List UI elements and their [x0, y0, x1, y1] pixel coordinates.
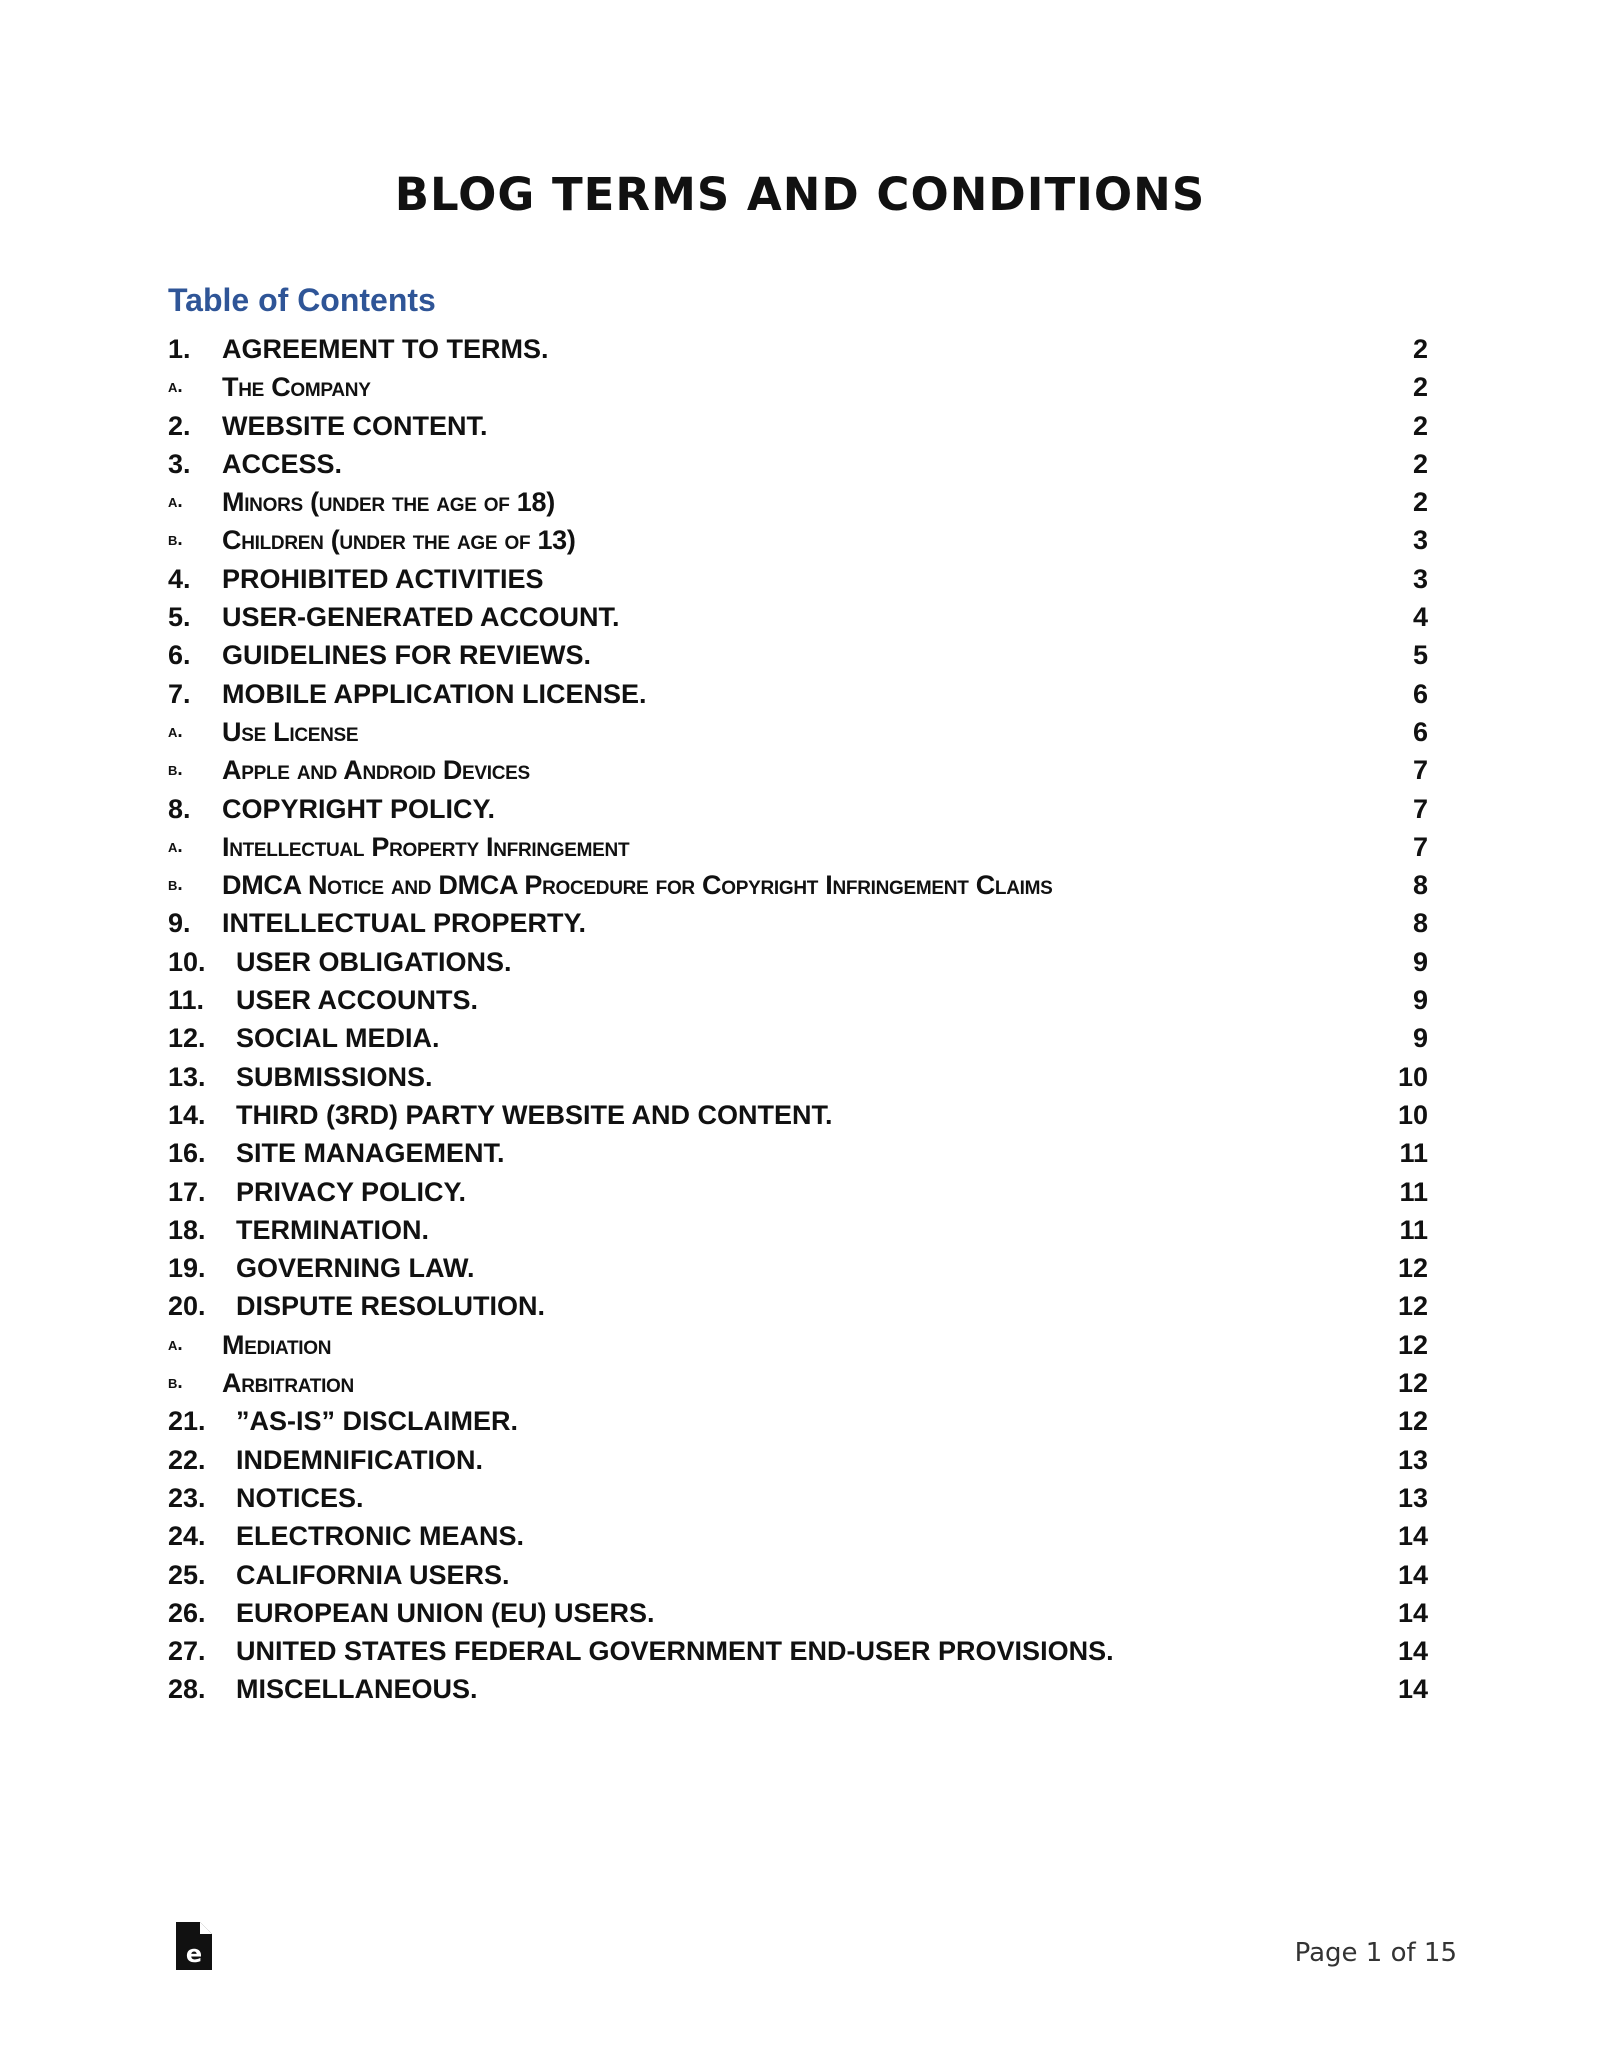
toc-entry-page: 14 — [1397, 1636, 1428, 1667]
page-number: Page 1 of 15 — [1294, 1938, 1457, 1968]
toc-entry-title: PROHIBITED ACTIVITIES — [222, 563, 544, 594]
toc-entry-number: 27. — [168, 1636, 206, 1667]
toc-entry[interactable] — [168, 866, 1428, 904]
toc-entry-number: 3. — [168, 448, 191, 479]
toc-entry-page: 12 — [1397, 1368, 1428, 1399]
toc-entry-title: UNITED STATES FEDERAL GOVERNMENT END-USER PROVISIONS. — [236, 1636, 1114, 1667]
toc-entry-page: 2 — [1412, 487, 1428, 518]
toc-entry[interactable] — [168, 1441, 1428, 1479]
toc-entry-number: 11. — [168, 985, 205, 1016]
toc-entry-page: 11 — [1399, 1214, 1428, 1245]
toc-entry[interactable] — [168, 1402, 1428, 1440]
toc-entry-page: 2 — [1412, 410, 1428, 441]
toc-entry-title: The Company — [222, 372, 371, 403]
toc-entry-number: a. — [168, 720, 183, 742]
toc-entry-number: 7. — [168, 678, 191, 709]
toc-entry-title: PRIVACY POLICY. — [236, 1176, 467, 1207]
toc-entry-page: 14 — [1397, 1674, 1428, 1705]
toc-entry-title: INDEMNIFICATION. — [236, 1444, 483, 1475]
toc-entry-number: 28. — [168, 1674, 206, 1705]
toc-entry-number: 25. — [168, 1559, 206, 1590]
toc-entry-number: 16. — [168, 1138, 206, 1169]
toc-entry-page: 8 — [1412, 908, 1428, 939]
toc-entry-number: 14. — [168, 1099, 206, 1130]
toc-entry[interactable] — [168, 1517, 1428, 1555]
toc-entry-number: 23. — [168, 1482, 206, 1513]
toc-entry-title: SITE MANAGEMENT. — [236, 1138, 505, 1169]
toc-entry-number: 21. — [168, 1406, 206, 1437]
toc-entry-number: 9. — [168, 908, 191, 939]
toc-entry[interactable] — [168, 1326, 1428, 1364]
toc-entry-page: 12 — [1397, 1329, 1428, 1360]
toc-entry[interactable] — [168, 1670, 1428, 1708]
toc-entry-page: 14 — [1397, 1597, 1428, 1628]
toc-entry[interactable] — [168, 1096, 1428, 1134]
toc-entry-title: DMCA Notice and DMCA Procedure for Copyright Infringement Claims — [222, 870, 1053, 901]
toc-entry-title: MOBILE APPLICATION LICENSE. — [222, 678, 647, 709]
toc-entry-number: 6. — [168, 640, 191, 671]
toc-entry[interactable] — [168, 598, 1428, 636]
toc-entry[interactable] — [168, 981, 1428, 1019]
toc-entry[interactable] — [168, 828, 1428, 866]
toc-entry[interactable] — [168, 751, 1428, 789]
toc-entry-page: 7 — [1412, 831, 1428, 862]
toc-entry-number: a. — [168, 1333, 183, 1355]
toc-entry-number: 22. — [168, 1444, 206, 1475]
toc-entry-title: SOCIAL MEDIA. — [236, 1023, 440, 1054]
toc-entry-page: 3 — [1412, 563, 1428, 594]
toc-entry-page: 2 — [1412, 372, 1428, 403]
page-title: BLOG TERMS AND CONDITIONS — [394, 168, 1206, 221]
toc-entry-number: a. — [168, 835, 183, 857]
toc-entry-page: 7 — [1412, 755, 1428, 786]
svg-text:e: e — [185, 1940, 203, 1968]
toc-entry[interactable] — [168, 1249, 1428, 1287]
toc-entry[interactable] — [168, 1287, 1428, 1325]
toc-entry-title: TERMINATION. — [236, 1214, 429, 1245]
toc-entry-title: ACCESS. — [222, 448, 343, 479]
toc-entry-page: 14 — [1397, 1521, 1428, 1552]
toc-entry-number: 26. — [168, 1597, 206, 1628]
toc-heading: Table of Contents — [168, 282, 436, 318]
toc-entry[interactable] — [168, 1058, 1428, 1096]
toc-entry-title: Apple and Android Devices — [222, 755, 530, 786]
toc-entry-page: 9 — [1412, 946, 1428, 977]
toc-entry-page: 11 — [1399, 1176, 1428, 1207]
toc-entry-page: 12 — [1397, 1253, 1428, 1284]
toc-entry-number: 18. — [168, 1214, 206, 1245]
toc-entry[interactable] — [168, 1134, 1428, 1172]
toc-entry[interactable] — [168, 330, 1428, 368]
toc-entry-page: 8 — [1412, 870, 1428, 901]
toc-entry-page: 14 — [1397, 1559, 1428, 1590]
toc-entry[interactable] — [168, 407, 1428, 445]
toc-entry-title: ”AS-IS” DISCLAIMER. — [236, 1406, 519, 1437]
table-of-contents — [168, 330, 1428, 1709]
toc-entry-number: 1. — [168, 334, 191, 364]
toc-entry-page: 3 — [1412, 525, 1428, 556]
toc-entry-title: GUIDELINES FOR REVIEWS. — [222, 640, 592, 671]
toc-entry[interactable] — [168, 790, 1428, 828]
toc-entry[interactable] — [168, 1173, 1428, 1211]
toc-entry-page: 12 — [1397, 1406, 1428, 1437]
toc-entry-title: Mediation — [222, 1329, 332, 1360]
toc-entry[interactable] — [168, 1594, 1428, 1632]
toc-entry-number: b. — [168, 529, 183, 551]
toc-entry[interactable] — [168, 1019, 1428, 1057]
toc-entry-number: 8. — [168, 793, 191, 824]
toc-entry[interactable] — [168, 904, 1428, 942]
toc-entry-page: 13 — [1397, 1482, 1428, 1513]
toc-entry-page: 13 — [1397, 1444, 1428, 1475]
toc-entry[interactable] — [168, 1632, 1428, 1670]
toc-entry-title: CALIFORNIA USERS. — [236, 1559, 510, 1590]
toc-entry-number: a. — [168, 491, 183, 513]
toc-entry-page: 6 — [1412, 716, 1428, 747]
toc-entry-number: 13. — [168, 1061, 206, 1092]
toc-entry-title: COPYRIGHT POLICY. — [222, 793, 496, 824]
toc-entry[interactable] — [168, 483, 1428, 521]
toc-entry[interactable] — [168, 1556, 1428, 1594]
toc-entry[interactable] — [168, 675, 1428, 713]
toc-entry-page: 4 — [1412, 602, 1428, 633]
toc-entry[interactable] — [168, 943, 1428, 981]
toc-entry-page: 7 — [1412, 793, 1428, 824]
toc-entry-number: 2. — [168, 410, 191, 441]
toc-entry-page: 9 — [1412, 1023, 1428, 1054]
toc-entry-number: 19. — [168, 1253, 206, 1284]
toc-entry-page: 6 — [1412, 678, 1428, 709]
toc-entry[interactable] — [168, 521, 1428, 559]
toc-entry[interactable] — [168, 445, 1428, 483]
toc-entry-title: Minors (under the age of 18) — [222, 487, 555, 518]
toc-entry[interactable] — [168, 1479, 1428, 1517]
document-e-icon — [176, 1922, 212, 1970]
toc-entry-number: 17. — [168, 1176, 206, 1207]
toc-entry-page: 10 — [1397, 1099, 1428, 1130]
toc-entry-number: 10. — [168, 946, 206, 977]
toc-entry-title: NOTICES. — [236, 1482, 364, 1513]
toc-entry-page: 12 — [1397, 1291, 1428, 1322]
toc-entry[interactable] — [168, 368, 1428, 406]
toc-entry-number: 20. — [168, 1291, 206, 1322]
toc-entry-title: USER-GENERATED ACCOUNT. — [222, 602, 620, 633]
toc-entry-page: 2 — [1412, 448, 1428, 479]
toc-entry[interactable] — [168, 1211, 1428, 1249]
toc-entry-page: 11 — [1399, 1138, 1428, 1169]
toc-entry-title: Children (under the age of 13) — [222, 525, 576, 556]
toc-entry-page: 5 — [1412, 640, 1428, 671]
toc-entry-title: USER ACCOUNTS. — [236, 985, 479, 1016]
toc-entry-title: SUBMISSIONS. — [236, 1061, 433, 1092]
toc-entry-page: 2 — [1412, 334, 1428, 364]
toc-entry-page: 10 — [1397, 1061, 1428, 1092]
toc-entry-number: 4. — [168, 563, 191, 594]
toc-entry[interactable] — [168, 636, 1428, 674]
toc-entry-title: ELECTRONIC MEANS. — [236, 1521, 525, 1552]
toc-entry-title: INTELLECTUAL PROPERTY. — [222, 908, 587, 939]
toc-entry-number: b. — [168, 1372, 183, 1394]
toc-entry-number: a. — [168, 376, 183, 398]
toc-entry-number: 12. — [168, 1023, 206, 1054]
toc-entry-title: USER OBLIGATIONS. — [236, 946, 512, 977]
toc-entry-title: DISPUTE RESOLUTION. — [236, 1291, 546, 1322]
toc-entry-title: EUROPEAN UNION (EU) USERS. — [236, 1597, 655, 1628]
toc-entry-title: MISCELLANEOUS. — [236, 1674, 478, 1705]
toc-entry-number: 24. — [168, 1521, 206, 1552]
toc-entry-title: THIRD (3RD) PARTY WEBSITE AND CONTENT. — [236, 1099, 833, 1130]
toc-entry-title: WEBSITE CONTENT. — [222, 410, 488, 441]
toc-entry[interactable] — [168, 1364, 1428, 1402]
toc-entry-title: Arbitration — [222, 1368, 354, 1399]
toc-entry[interactable] — [168, 713, 1428, 751]
toc-entry-number: 5. — [168, 602, 191, 633]
toc-entry-title: GOVERNING LAW. — [236, 1253, 475, 1284]
toc-entry-title: Use License — [222, 716, 359, 747]
toc-entry-number: b. — [168, 874, 183, 896]
toc-entry-title: Intellectual Property Infringement — [222, 831, 630, 862]
toc-entry-page: 9 — [1412, 985, 1428, 1016]
toc-entry-number: b. — [168, 759, 183, 781]
toc-entry-title: AGREEMENT TO TERMS. — [222, 334, 549, 364]
toc-entry[interactable] — [168, 560, 1428, 598]
